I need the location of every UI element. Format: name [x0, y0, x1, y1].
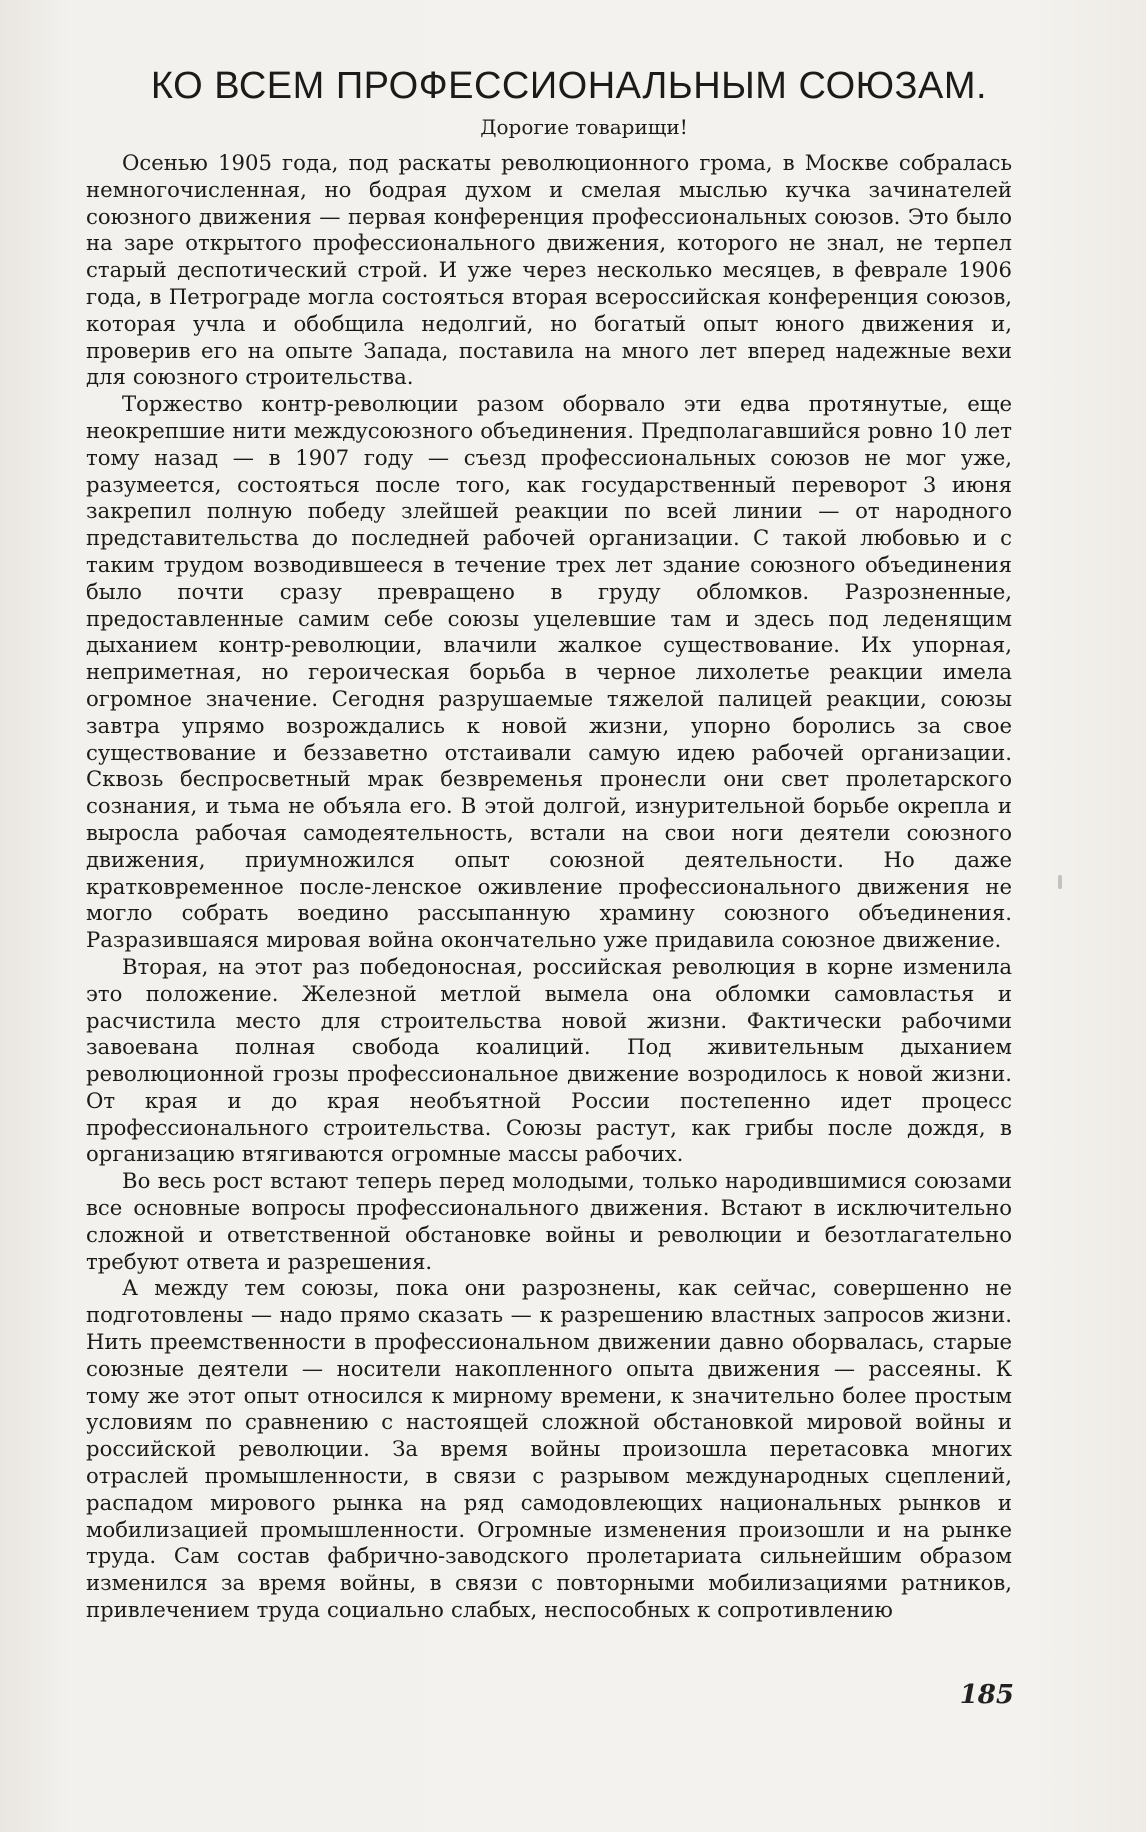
text-block	[86, 64, 1012, 1624]
page-title: КО ВСЕМ ПРОФЕССИОНАЛЬНЫМ СОЮЗАМ.	[150, 65, 988, 107]
paragraph: А между тем союзы, пока они разрознены, как сейчас, совершенно не подготовлены — надо прямо сказать — к разрешению властных запросов жизни. Нить преемственности в профессиональном движении давно оборвалась, старые союзные деятели — носители накопленного опыта движения — рассеяны. К тому же этот опыт относился к мирному времени, к значительно более простым условиям по сравнению с настоящей сложной обстановкой мировой войны и российской революции. За время войны произошла перетасовка многих отраслей промышленности, в связи с разрывом международных сцеплений, распадом мирового рынка на ряд самодовлеющих национальных рынков и мобилизацией промышленности. Огромные изменения произошли и на рынке труда. Сам состав фабрично-заводского пролетариата сильнейшим образом изменился за время войны, в связи с повторными мобилизациями ратников, привлечением труда социально слабых, неспособных к сопротивлению	[86, 1275, 1012, 1623]
print-mark	[1058, 875, 1062, 889]
paragraph: Вторая, на этот раз победоносная, российская революция в корне изменила это положение. Железной метлой вымела она обломки самовластья и расчистила место для строительства новой жизни. Фактически рабочими завоевана полная свобода коалиций. Под живительным дыханием революционной грозы профессиональное движение возродилось к новой жизни. От края и до края необъятной России постепенно идет процесс профессионального строительства. Союзы растут, как грибы после дождя, в организацию втягиваются огромные массы рабочих.	[86, 953, 1012, 1167]
paragraph: Осенью 1905 года, под раскаты революционного грома, в Москве собралась немногочисленная, но бодрая духом и смелая мыслью кучка зачинателей союзного движения — первая конференция профессиональных союзов. Это было на заре открытого профессионального движения, которого не знал, не терпел старый деспотический строй. И уже через несколько месяцев, в феврале 1906 года, в Петрограде могла состояться вторая всероссийская конференция союзов, которая учла и обобщила недолгий, но богатый опыт юного движения и, проверив его на опыте Запада, поставила на много лет вперед надежные вехи для союзного строительства.	[86, 150, 1012, 390]
paragraph: Торжество контр-революции разом оборвало эти едва протянутые, еще неокрепшие нити междусоюзного объединения. Предполагавшийся ровно 10 лет тому назад — в 1907 году — съезд профессиональных союзов не мог уже, разумеется, состояться после того, как государственный переворот 3 июня закрепил полную победу злейшей реакции по всей линии — от народного представительства до последней рабочей организации. С такой любовью и с таким трудом возводившееся в течение трех лет здание союзного объединения было почти сразу превращено в груду обломков. Разрозненные, предоставленные самим себе союзы уцелевшие там и здесь под леденящим дыханием контр-революции, влачили жалкое существование. Их упорная, неприметная, но героическая борьба в черное лихолетье реакции имела огромное значение. Сегодня разрушаемые тяжелой палицей реакции, союзы завтра упрямо возрождались к новой жизни, упорно боролись за свое существование и беззаветно отстаивали самую идею рабочей организации. Сквозь беспросветный мрак безвременья пронесли они свет пролетарского сознания, и тьма не объяла его. В этой долгой, изнурительной борьбе окрепла и выросла рабочая самодеятельность, встали на свои ноги деятели союзного движения, приумножился опыт союзной деятельности. Но даже кратковременное после-ленское оживление профессионального движения не могло собрать воедино рассыпанную храмину союзного объединения. Разразившаяся мировая война окончательно уже придавила союзное движение.	[86, 391, 1012, 953]
paragraph: Во весь рост встают теперь перед молодыми, только народившимися союзами все основные вопросы профессионального движения. Встают в исключительно сложной и ответственной обстановке войны и революции и безотлагательно требуют ответа и разрешения.	[86, 1168, 1012, 1274]
page-number: 185	[959, 1680, 1014, 1710]
salutation: Дорогие товарищи!	[480, 115, 688, 139]
